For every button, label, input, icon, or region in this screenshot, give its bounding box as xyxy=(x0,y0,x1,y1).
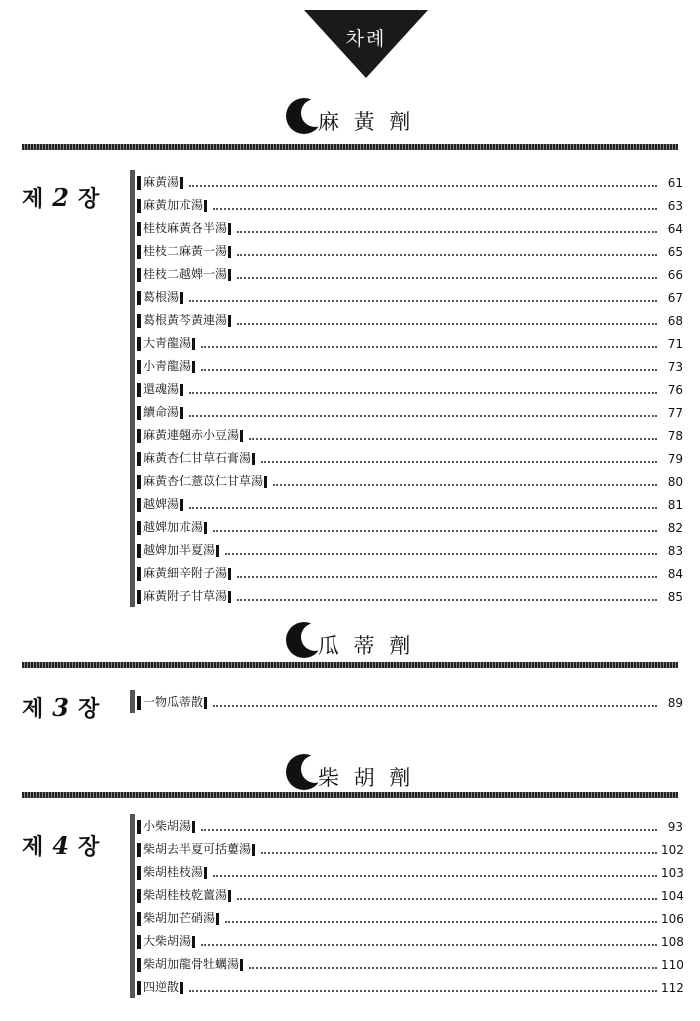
entry-title: 麻黃杏仁薏苡仁甘草湯 xyxy=(143,474,264,488)
entry-end-mark xyxy=(180,407,183,419)
entry-start-mark xyxy=(137,291,141,305)
dot-leader xyxy=(237,576,657,578)
entry-title: 麻黃杏仁甘草石膏湯 xyxy=(143,451,252,465)
entry-page-number: 102 xyxy=(661,843,684,857)
dot-leader xyxy=(261,852,657,854)
dot-leader xyxy=(237,277,657,279)
entry-end-mark xyxy=(228,246,231,258)
entry-end-mark xyxy=(204,200,207,212)
toc-entry[interactable] xyxy=(135,446,683,469)
section-divider xyxy=(22,144,678,150)
entry-title: 柴胡加龍骨牡蠣湯 xyxy=(143,957,240,971)
toc-entry[interactable] xyxy=(135,837,683,860)
chapter-suffix: 장 xyxy=(77,697,101,722)
entry-page-number: 71 xyxy=(667,337,683,351)
entry-end-mark xyxy=(180,499,183,511)
entry-title: 大靑龍湯 xyxy=(143,336,192,350)
dot-leader xyxy=(189,415,657,417)
entry-start-mark xyxy=(137,199,141,213)
dot-leader xyxy=(189,300,657,302)
dot-leader xyxy=(237,898,657,900)
chapter-prefix: 제 xyxy=(22,835,45,860)
entry-page-number: 82 xyxy=(667,521,683,535)
entry-title: 桂枝二越婢一湯 xyxy=(143,267,228,281)
toc-entry[interactable] xyxy=(135,377,683,400)
toc-entry[interactable] xyxy=(135,423,683,446)
entry-page-number: 77 xyxy=(667,406,683,420)
entry-end-mark xyxy=(252,844,255,856)
toc-list xyxy=(130,690,683,713)
entry-page-number: 112 xyxy=(661,981,684,995)
entry-start-mark xyxy=(137,820,141,834)
chapter-prefix: 제 xyxy=(22,697,45,722)
dot-leader xyxy=(225,921,657,923)
entry-title: 麻黃附子甘草湯 xyxy=(143,589,228,603)
entry-page-number: 81 xyxy=(667,498,683,512)
entry-start-mark xyxy=(137,314,141,328)
entry-start-mark xyxy=(137,912,141,926)
entry-end-mark xyxy=(204,697,207,709)
entry-end-mark xyxy=(228,269,231,281)
dot-leader xyxy=(213,208,657,210)
dot-leader xyxy=(201,829,657,831)
entry-title: 麻黃加朮湯 xyxy=(143,198,204,212)
entry-page-number: 76 xyxy=(667,383,683,397)
entry-end-mark xyxy=(180,384,183,396)
entry-end-mark xyxy=(204,867,207,879)
entry-page-number: 93 xyxy=(667,820,683,834)
entry-title: 越婢加半夏湯 xyxy=(143,543,216,557)
toc-entry[interactable] xyxy=(135,216,683,239)
chapter-suffix: 장 xyxy=(77,187,101,212)
entry-start-mark xyxy=(137,406,141,420)
entry-page-number: 63 xyxy=(667,199,683,213)
chapter-number: 2 xyxy=(52,183,70,212)
entry-end-mark xyxy=(180,177,183,189)
entry-title: 麻黃細辛附子湯 xyxy=(143,566,228,580)
section-title: 麻 黃 劑 xyxy=(318,110,415,134)
entry-end-mark xyxy=(180,292,183,304)
dot-leader xyxy=(201,369,657,371)
entry-title: 還魂湯 xyxy=(143,382,180,396)
toc-entry[interactable] xyxy=(135,469,683,492)
entry-start-mark xyxy=(137,567,141,581)
dot-leader xyxy=(237,323,657,325)
entry-title: 小柴胡湯 xyxy=(143,819,192,833)
entry-title: 葛根湯 xyxy=(143,290,180,304)
dot-leader xyxy=(201,346,657,348)
entry-page-number: 73 xyxy=(667,360,683,374)
entry-title: 柴胡去半夏可括蔞湯 xyxy=(143,842,252,856)
entry-page-number: 80 xyxy=(667,475,683,489)
entry-page-number: 110 xyxy=(661,958,684,972)
entry-page-number: 66 xyxy=(667,268,683,282)
contents-banner xyxy=(304,10,428,78)
entry-page-number: 89 xyxy=(667,696,683,710)
entry-end-mark xyxy=(192,338,195,350)
entry-title: 桂枝麻黃各半湯 xyxy=(143,221,228,235)
dot-leader xyxy=(213,875,657,877)
dot-leader xyxy=(201,944,657,946)
toc-entry[interactable] xyxy=(135,883,683,906)
entry-start-mark xyxy=(137,889,141,903)
chapter-prefix: 제 xyxy=(22,187,45,212)
entry-page-number: 85 xyxy=(667,590,683,604)
toc-entry[interactable] xyxy=(135,331,683,354)
banner-title: 차례 xyxy=(345,28,387,50)
entry-start-mark xyxy=(137,475,141,489)
dot-leader xyxy=(237,254,657,256)
entry-title: 柴胡桂枝乾薑湯 xyxy=(143,888,228,902)
entry-end-mark xyxy=(228,315,231,327)
entry-start-mark xyxy=(137,521,141,535)
entry-start-mark xyxy=(137,843,141,857)
entry-page-number: 83 xyxy=(667,544,683,558)
dot-leader xyxy=(237,231,657,233)
toc-entry[interactable] xyxy=(135,515,683,538)
entry-title: 越婢湯 xyxy=(143,497,180,511)
toc-list xyxy=(130,814,683,998)
entry-start-mark xyxy=(137,958,141,972)
section-mahwang xyxy=(0,96,700,604)
entry-end-mark xyxy=(252,453,255,465)
dot-leader xyxy=(189,392,657,394)
section-gwache xyxy=(0,620,700,722)
toc-entry[interactable] xyxy=(135,929,683,952)
dot-leader xyxy=(213,705,657,707)
section-siho xyxy=(0,752,700,995)
entry-end-mark xyxy=(180,982,183,994)
entry-page-number: 78 xyxy=(667,429,683,443)
entry-end-mark xyxy=(192,936,195,948)
entry-end-mark xyxy=(240,430,243,442)
dot-leader xyxy=(213,530,657,532)
entry-start-mark xyxy=(137,696,141,710)
dot-leader xyxy=(249,438,657,440)
entry-end-mark xyxy=(192,821,195,833)
entry-page-number: 64 xyxy=(667,222,683,236)
toc-entry[interactable] xyxy=(135,952,683,975)
entry-title: 越婢加朮湯 xyxy=(143,520,204,534)
entry-page-number: 79 xyxy=(667,452,683,466)
entry-end-mark xyxy=(228,890,231,902)
entry-page-number: 68 xyxy=(667,314,683,328)
entry-start-mark xyxy=(137,866,141,880)
entry-start-mark xyxy=(137,245,141,259)
toc-entry[interactable] xyxy=(135,354,683,377)
entry-start-mark xyxy=(137,337,141,351)
entry-page-number: 84 xyxy=(667,567,683,581)
entry-start-mark xyxy=(137,452,141,466)
entry-start-mark xyxy=(137,222,141,236)
entry-end-mark xyxy=(216,913,219,925)
toc-entry[interactable] xyxy=(135,400,683,423)
entry-start-mark xyxy=(137,981,141,995)
entry-start-mark xyxy=(137,544,141,558)
entry-end-mark xyxy=(228,591,231,603)
toc-entry[interactable] xyxy=(135,193,683,216)
entry-start-mark xyxy=(137,176,141,190)
entry-start-mark xyxy=(137,360,141,374)
entry-start-mark xyxy=(137,498,141,512)
chapter-number: 3 xyxy=(52,693,70,722)
section-divider xyxy=(22,792,678,798)
section-title: 瓜 蒂 劑 xyxy=(318,634,415,658)
toc-entry[interactable] xyxy=(135,308,683,331)
chapter-label xyxy=(22,830,100,861)
toc-entry[interactable] xyxy=(135,906,683,929)
toc-entry[interactable] xyxy=(135,690,683,713)
entry-page-number: 103 xyxy=(661,866,684,880)
toc-entry[interactable] xyxy=(135,239,683,262)
entry-page-number: 61 xyxy=(667,176,683,190)
entry-start-mark xyxy=(137,590,141,604)
entry-end-mark xyxy=(192,361,195,373)
entry-title: 麻黃連翹赤小豆湯 xyxy=(143,428,240,442)
toc-entry[interactable] xyxy=(135,285,683,308)
entry-page-number: 106 xyxy=(661,912,684,926)
entry-end-mark xyxy=(228,568,231,580)
entry-title: 桂枝二麻黃一湯 xyxy=(143,244,228,258)
entry-title: 柴胡桂枝湯 xyxy=(143,865,204,879)
entry-end-mark xyxy=(228,223,231,235)
entry-page-number: 67 xyxy=(667,291,683,305)
toc-entry[interactable] xyxy=(135,814,683,837)
entry-page-number: 65 xyxy=(667,245,683,259)
entry-end-mark xyxy=(204,522,207,534)
chapter-suffix: 장 xyxy=(77,835,101,860)
section-title: 柴 胡 劑 xyxy=(318,766,415,790)
dot-leader xyxy=(249,967,657,969)
section-divider xyxy=(22,662,678,668)
entry-title: 一物瓜蒂散 xyxy=(143,695,204,709)
entry-page-number: 108 xyxy=(661,935,684,949)
dot-leader xyxy=(189,185,657,187)
toc-entry[interactable] xyxy=(135,492,683,515)
entry-start-mark xyxy=(137,383,141,397)
dot-leader xyxy=(189,507,657,509)
entry-page-number: 104 xyxy=(661,889,684,903)
dot-leader xyxy=(189,990,657,992)
toc-entry[interactable] xyxy=(135,262,683,285)
toc-entry[interactable] xyxy=(135,975,683,998)
entry-title: 葛根黃芩黃連湯 xyxy=(143,313,228,327)
entry-start-mark xyxy=(137,268,141,282)
entry-end-mark xyxy=(240,959,243,971)
entry-title: 續命湯 xyxy=(143,405,180,419)
entry-title: 大柴胡湯 xyxy=(143,934,192,948)
chapter-label xyxy=(22,692,100,723)
toc-entry[interactable] xyxy=(135,584,683,607)
toc-entry[interactable] xyxy=(135,170,683,193)
dot-leader xyxy=(261,461,657,463)
chapter-number: 4 xyxy=(52,831,70,860)
chapter-label xyxy=(22,182,100,213)
entry-title: 小靑龍湯 xyxy=(143,359,192,373)
entry-title: 四逆散 xyxy=(143,980,180,994)
section-header xyxy=(0,620,700,666)
entry-title: 麻黃湯 xyxy=(143,175,180,189)
dot-leader xyxy=(237,599,657,601)
section-header xyxy=(0,96,700,142)
entry-start-mark xyxy=(137,935,141,949)
toc-entry[interactable] xyxy=(135,860,683,883)
toc-list xyxy=(130,170,683,607)
toc-entry[interactable] xyxy=(135,538,683,561)
dot-leader xyxy=(225,553,657,555)
entry-title: 柴胡加芒硝湯 xyxy=(143,911,216,925)
dot-leader xyxy=(273,484,657,486)
entry-end-mark xyxy=(216,545,219,557)
entry-start-mark xyxy=(137,429,141,443)
entry-end-mark xyxy=(264,476,267,488)
toc-entry[interactable] xyxy=(135,561,683,584)
